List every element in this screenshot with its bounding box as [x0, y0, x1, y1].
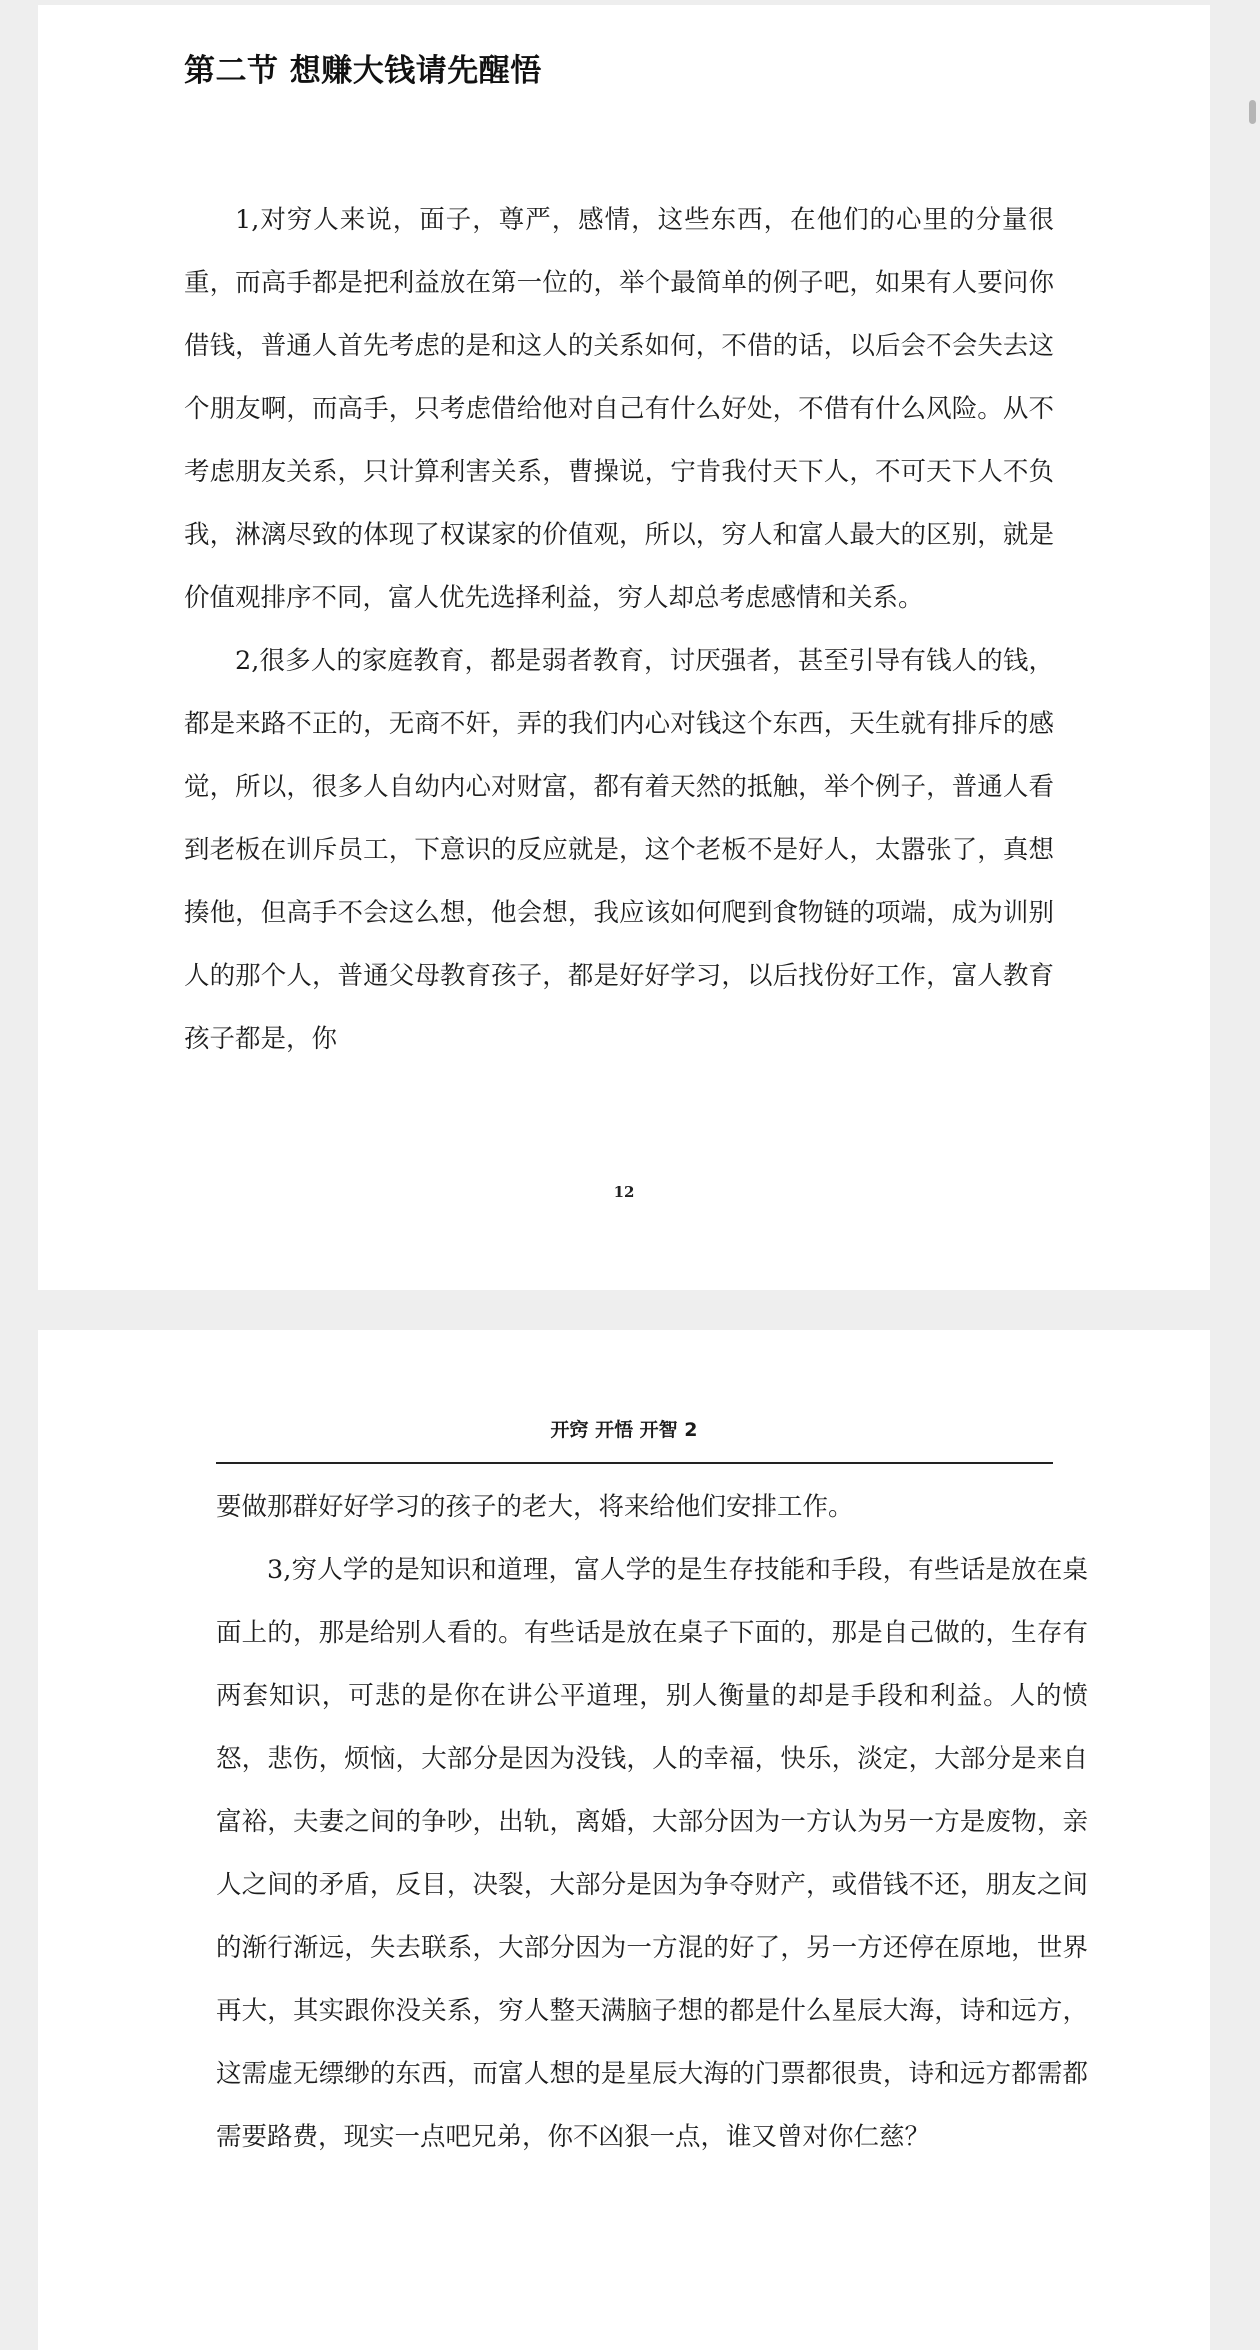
paragraph-1: 1,对穷人来说，面子，尊严，感情，这些东西，在他们的心里的分量很重，而高手都是把利益放在第一位的，举个最简单的例子吧，如果有人要问你借钱，普通人首先考虑的是和这人的关系如何，不借的话，以后会不会失去这个朋友啊，而高手，只考虑借给他对自己有什么好处，不借有什么风险。从不考虑朋友关系，只计算利害关系，曹操说，宁肯我付天下人，不可天下人不负我，淋漓尽致的体现了权谋家的价值观，所以，穷人和富人最大的区别，就是价值观排序不同，富人优先选择利益，穷人却总考虑感情和关系。 [184, 205, 1054, 613]
document-page-12 [38, 5, 1210, 1290]
page-body-text [184, 189, 1054, 1071]
section-title: 第二节 想赚大钱请先醒悟 [184, 53, 542, 89]
header-rule [216, 1462, 1053, 1464]
document-page-13 [38, 1330, 1210, 2350]
paragraph-3: 3,穷人学的是知识和道理，富人学的是生存技能和手段，有些话是放在桌面上的，那是给别人看的。有些话是放在桌子下面的，那是自己做的，生存有两套知识，可悲的是你在讲公平道理，别人衡量的却是手段和利益。人的愤怒，悲伤，烦恼，大部分是因为没钱，人的幸福，快乐，淡定，大部分是来自富裕，夫妻之间的争吵，出轨，离婚，大部分因为一方认为另一方是废物，亲人之间的矛盾，反目，决裂，大部分是因为争夺财产，或借钱不还，朋友之间的渐行渐远，失去联系，大部分因为一方混的好了，另一方还停在原地，世界再大，其实跟你没关系，穷人整天满脑子想的都是什么星辰大海，诗和远方，这需虚无缥缈的东西，而富人想的是星辰大海的门票都很贵，诗和远方都需都需要路费，现实一点吧兄弟，你不凶狠一点，谁又曾对你仁慈？ [216, 1555, 1088, 2152]
page-number: 12 [613, 1183, 635, 1201]
scrollbar-thumb[interactable] [1249, 100, 1256, 124]
running-header: 开窍 开悟 开智 2 [550, 1419, 698, 1441]
page-body-text [216, 1476, 1088, 2169]
paragraph-continuation: 要做那群好好学习的孩子的老大，将来给他们安排工作。 [216, 1492, 854, 1522]
paragraph-2: 2,很多人的家庭教育，都是弱者教育，讨厌强者，甚至引导有钱人的钱，都是来路不正的，无商不奸，弄的我们内心对钱这个东西，天生就有排斥的感觉，所以，很多人自幼内心对财富，都有着天然的抵触，举个例子，普通人看到老板在训斥员工，下意识的反应就是，这个老板不是好人，太嚣张了，真想揍他，但高手不会这么想，他会想，我应该如何爬到食物链的项端，成为训别人的那个人，普通父母教育孩子，都是好好学习，以后找份好工作，富人教育孩子都是，你 [184, 646, 1054, 1054]
